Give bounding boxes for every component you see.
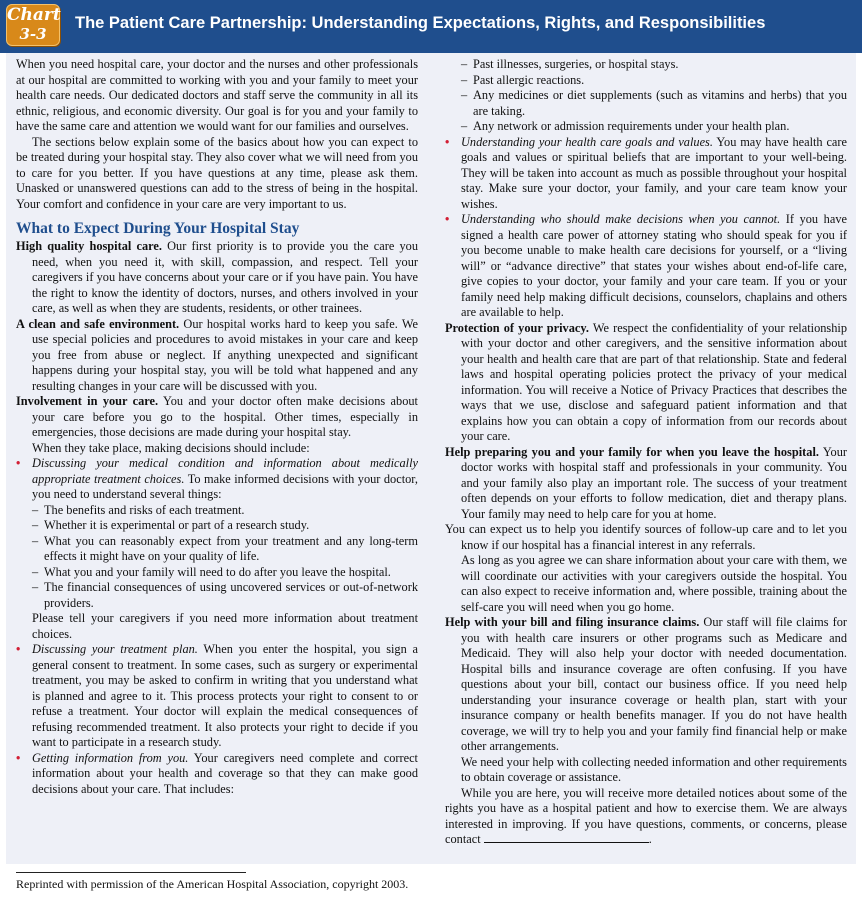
privacy-section: [445, 321, 847, 445]
bullet-text: You may have health care goals and values or spiritual beliefs that are important to your well-being. They will be taken into account as much as possible throughout your hospital stay. Make sure your doctor, your family, and your care team know your wishes.: [461, 134, 847, 211]
badge-word: Chart: [7, 5, 61, 25]
right-column: [445, 57, 847, 848]
footnote-credit: Reprinted with permission of the American Hospital Association, copyright 2003.: [16, 877, 409, 891]
section-text: Our hospital works hard to keep you safe. We use special policies and procedures to avoid mistakes in your care and keep you free from abuse or neglect. If anything unexpected and significant happens during your hospital stay, you will be told what happened and any resulting changes in your care will be discussed with you.: [32, 316, 419, 393]
bullet-text: If you have signed a health care power of attorney stating who should speak for you if you become unable to make health care decisions for yourself, or a “living will” or “advance directive” that states your wishes about end-of-life care, give copies to your doctor, your family and your care team. If you or your family need help making difficult decisions, counselors, chaplains and others are available to help.: [461, 212, 847, 319]
section-text: Your doctor works with hospital staff and professionals in your community. You and your family also play an important role. The success of your treatment often depends on your efforts to follow medication, diet and therapy plans. Your family may need to help care for you at home.: [461, 444, 847, 521]
chart-title: The Patient Care Partnership: Understanding Expectations, Rights, and Responsibilities: [75, 14, 766, 32]
dash-item: – The benefits and risks of each treatment.: [32, 502, 245, 517]
bullet-icon: •: [445, 134, 450, 149]
bullet-title: Understanding your health care goals and values.: [461, 134, 713, 149]
badge-number: 3-3: [19, 25, 47, 43]
section-title: Involvement in your care.: [16, 394, 159, 408]
section-title: Protection of your privacy.: [445, 320, 589, 335]
safe-environment-section: [16, 317, 418, 395]
bullet-item: [445, 212, 847, 321]
bullet-icon: •: [16, 642, 21, 656]
bullet-item: [16, 456, 418, 503]
bullet-text: When you enter the hospital, you sign a general consent to treatment. In some cases, such as surgery or experimental treatment, you may be asked to confirm in writing that you understand what is planned and agree to it. This process protects your right to consent to or refuse a treatment. Your doctor will explain the medical consequences of refusing recommended treatment. It also protects your right to decide if you want to participate in a research study.: [32, 642, 418, 749]
dash-item: – Past allergic reactions.: [461, 72, 585, 87]
involvement-subtext: When they take place, making decisions should include:: [32, 440, 310, 455]
dash-icon: –: [32, 564, 39, 579]
section-title: Help with your bill and filing insurance claims.: [445, 615, 700, 629]
contact-blank-line: [484, 832, 649, 843]
bullet-item: [16, 751, 418, 798]
dash-item: – The financial consequences of using uncovered services or out-of-network providers.: [32, 580, 418, 610]
dash-icon: –: [32, 502, 39, 517]
dash-item: – What you can reasonably expect from your treatment and any long-term effects it might have on your quality of life.: [32, 533, 418, 563]
left-column: [16, 57, 418, 797]
quality-care-section: [16, 239, 418, 317]
discharge-section: [445, 445, 847, 523]
bullet-item: [445, 135, 847, 213]
section-text: Our first priority is to provide you the care you need, when you need it, with skill, compassion, and respect. Tell your caregivers if you have concerns about your care or if you have pain. You have the right to know the identity of doctors, nurses, and others involved in your care, as well as when they are students, residents, or other trainees.: [32, 239, 418, 315]
dash-icon: –: [32, 533, 39, 548]
content-panel: [6, 53, 856, 864]
bullet-text: To make informed decisions with your doctor, you need to understand several things:: [32, 471, 418, 501]
bullet-title: Understanding who should make decisions when you cannot.: [461, 212, 781, 226]
dash-icon: –: [32, 580, 39, 594]
bullet-title: Discussing your medical condition and information about medically appropriate treatment choices.: [32, 456, 418, 486]
intro-paragraph: When you need hospital care, your doctor and the nurses and other professionals at our hospital are committed to working with you and your family to meet your health care needs. Our dedicated doctors and staff serve the community in all its ethnic, religious, and economic diversity. Our goal is for you and your family to have the same care and attention we would want for our families and ourselves.: [16, 57, 418, 133]
section-text: You and your doctor often make decisions about your care before you go to the hospital. Other times, especially in emergencies, those decisions are made during your hospital stay.: [32, 394, 418, 439]
bullet-text: Your caregivers need complete and correct information about your health and coverage so that they can make good decisions about your care. That includes:: [32, 750, 418, 796]
dash-icon: –: [461, 72, 468, 87]
billing-section: [445, 615, 847, 755]
dash-item: – Any medicines or diet supplements (such as vitamins and herbs) that you are taking.: [461, 88, 847, 118]
intro-paragraph: The sections below explain some of the basics about how you can expect to be treated during your hospital stay. They also cover what we will need from you to care for you better. If you have questions at any time, please ask them. Unasked or unanswered questions can add to the stress of being in the hospital. Your comfort and confidence in your care are very important to us.: [16, 134, 418, 211]
bullet-title: Getting information from you.: [32, 750, 189, 765]
dash-item: – What you and your family will need to do after you leave the hospital.: [32, 564, 391, 579]
footnote-rule: [16, 872, 246, 873]
please-tell-text: Please tell your caregivers if you need more information about treatment choices.: [32, 611, 418, 641]
bullet-icon: •: [445, 212, 450, 226]
coordination-text: As long as you agree we can share information about your care with them, we will coordinate our activities with your caregivers outside the hospital. You can also expect to receive information and, where possible, training about the self-care you will need when you go home.: [461, 553, 847, 614]
bullet-title: Discussing your treatment plan.: [32, 642, 198, 656]
section-title: A clean and safe environment.: [16, 316, 180, 331]
dash-item: – Past illnesses, surgeries, or hospital stays.: [461, 57, 679, 71]
closing-paragraph: [445, 786, 847, 848]
dash-icon: –: [461, 88, 468, 102]
chart-header: [0, 0, 862, 53]
section-heading: What to Expect During Your Hospital Stay: [16, 220, 300, 237]
section-text: Our staff will file claims for you with health care insurers or other programs such as Medicare and Medicaid. They will also help your doctor with needed documentation. Hospital bills and insurance coverage are often confusing. If you have questions about your bill, contact our business office. If you need help understanding your insurance coverage or health plan, start with your insurance company or health benefits manager. If you do not have health coverage, we will try to help you and your family find financial help or make other arrangements.: [461, 615, 847, 753]
dash-icon: –: [461, 57, 468, 71]
billing-help-text: We need your help with collecting needed information and other requirements to obtain coverage or assistance.: [461, 754, 847, 784]
dash-item: – Whether it is experimental or part of a research study.: [32, 518, 310, 532]
bullet-item: [16, 642, 418, 751]
section-title: High quality hospital care.: [16, 239, 162, 253]
dash-item: – Any network or admission requirements under your health plan.: [461, 119, 790, 133]
follow-up-text: You can expect us to help you identify sources of follow-up care and to let you know if our hospital has a financial interest in any referrals.: [445, 522, 847, 552]
dash-icon: –: [461, 119, 468, 133]
dash-icon: –: [32, 518, 39, 532]
closing-text: While you are here, you will receive more detailed notices about some of the rights you have as a hospital patient and how to exercise them. We are always interested in improving. If you have questions, comments, or concerns, please contact: [445, 785, 847, 846]
closing-period: .: [648, 832, 652, 846]
section-title: Help preparing you and your family for when you leave the hospital.: [445, 444, 819, 459]
chart-badge: [6, 4, 60, 46]
involvement-section: [16, 394, 418, 441]
bullet-icon: •: [16, 750, 21, 765]
bullet-icon: •: [16, 456, 21, 470]
section-text: We respect the confidentiality of your relationship with your doctor and other caregivers, and the sensitive information about your health and health care that are part of that relationship. State and federal laws and hospital operating policies protect the privacy of your medical information. You will receive a Notice of Privacy Practices that describes the ways that we use, disclose and safeguard patient information and that explains how you can obtain a copy of information from our records about your care.: [461, 320, 847, 443]
